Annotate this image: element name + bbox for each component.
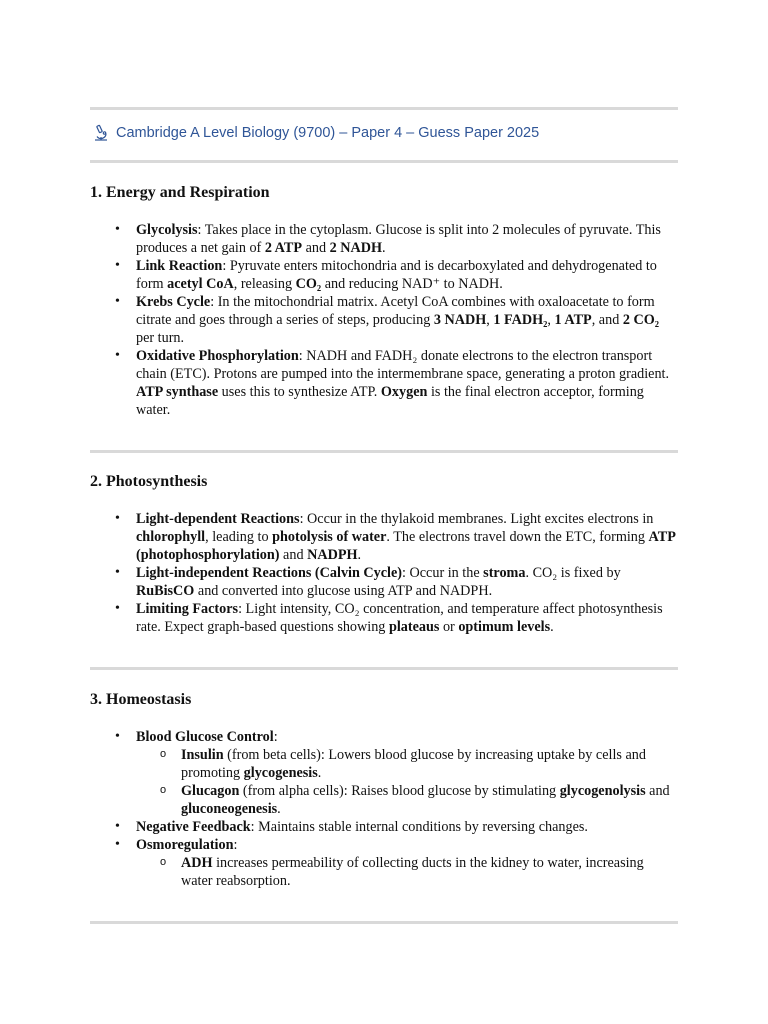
list-item: • Oxidative Phosphorylation: NADH and FADH₂ donate electrons to the electron transport chain (ETC). Protons are pumped into the intermembrane space, generating a proton gradient. ATP synthase uses this to synthesize ATP. Oxygen is the final electron acceptor, forming water. xyxy=(90,347,676,419)
list-item: • Limiting Factors: Light intensity, CO₂ concentration, and temperature affect photosynthesis rate. Expect graph-based questions showing plateaus or optimum levels. xyxy=(90,600,676,636)
list-item: • Glycolysis: Takes place in the cytoplasm. Glucose is split into 2 molecules of pyruvate. This produces a net gain of 2 ATP and 2 NADH. xyxy=(90,221,676,257)
section-photosynthesis xyxy=(90,473,690,636)
list-item: • Link Reaction: Pyruvate enters mitochondria and is decarboxylated and dehydrogenated to form acetyl CoA, releasing CO₂ and reducing NAD⁺ to NADH. xyxy=(90,257,676,293)
list-item: • Light-dependent Reactions: Occur in the thylakoid membranes. Light excites electrons in chlorophyll, leading to photolysis of water. The electrons travel down the ETC, forming ATP (photophosphorylation) and NADPH. xyxy=(90,510,676,564)
sub-list xyxy=(136,746,676,818)
divider xyxy=(90,107,678,110)
section-heading: 3. Homeostasis xyxy=(90,691,192,708)
sub-list-item: o Glucagon (from alpha cells): Raises blood glucose by stimulating glycogenolysis and gluconeogenesis. xyxy=(136,782,675,818)
sub-list xyxy=(136,854,676,890)
header-title: Cambridge A Level Biology (9700) – Paper 4 – Guess Paper 2025 xyxy=(116,125,540,141)
sub-list-item: o ADH increases permeability of collecting ducts in the kidney to water, increasing water reabsorption. xyxy=(136,854,675,890)
bullet-list xyxy=(90,221,690,419)
divider xyxy=(90,160,678,163)
sub-list-item: o Insulin (from beta cells): Lowers blood glucose by increasing uptake by cells and promoting glycogenesis. xyxy=(136,746,675,782)
list-item: • Osmoregulation: o ADH increases permeability of collecting ducts in the kidney to water, increasing water reabsorption. xyxy=(90,836,676,890)
divider xyxy=(90,450,678,453)
list-item: • Blood Glucose Control: o Insulin (from beta cells): Lowers blood glucose by increasing uptake by cells and promoting glycogenesis. o Glucagon (from alpha cells): Raises blood glucose by stimulating glycogenolysis and gluconeogenesis. xyxy=(90,728,676,818)
list-item: • Negative Feedback: Maintains stable internal conditions by reversing changes. xyxy=(90,818,676,836)
section-heading: 2. Photosynthesis xyxy=(90,473,208,490)
section-heading: 1. Energy and Respiration xyxy=(90,184,270,201)
page-header xyxy=(92,124,539,142)
section-homeostasis xyxy=(90,691,690,890)
divider xyxy=(90,667,678,670)
bullet-list xyxy=(90,728,690,890)
section-energy-respiration xyxy=(90,184,690,419)
list-item: • Light-independent Reactions (Calvin Cycle): Occur in the stroma. CO₂ is fixed by RuBisCO and converted into glucose using ATP and NADPH. xyxy=(90,564,676,600)
bullet-list xyxy=(90,510,690,636)
divider xyxy=(90,921,678,924)
microscope-icon xyxy=(92,124,110,142)
list-item: • Krebs Cycle: In the mitochondrial matrix. Acetyl CoA combines with oxaloacetate to form citrate and goes through a series of steps, producing 3 NADH, 1 FADH₂, 1 ATP, and 2 CO₂ per turn. xyxy=(90,293,676,347)
